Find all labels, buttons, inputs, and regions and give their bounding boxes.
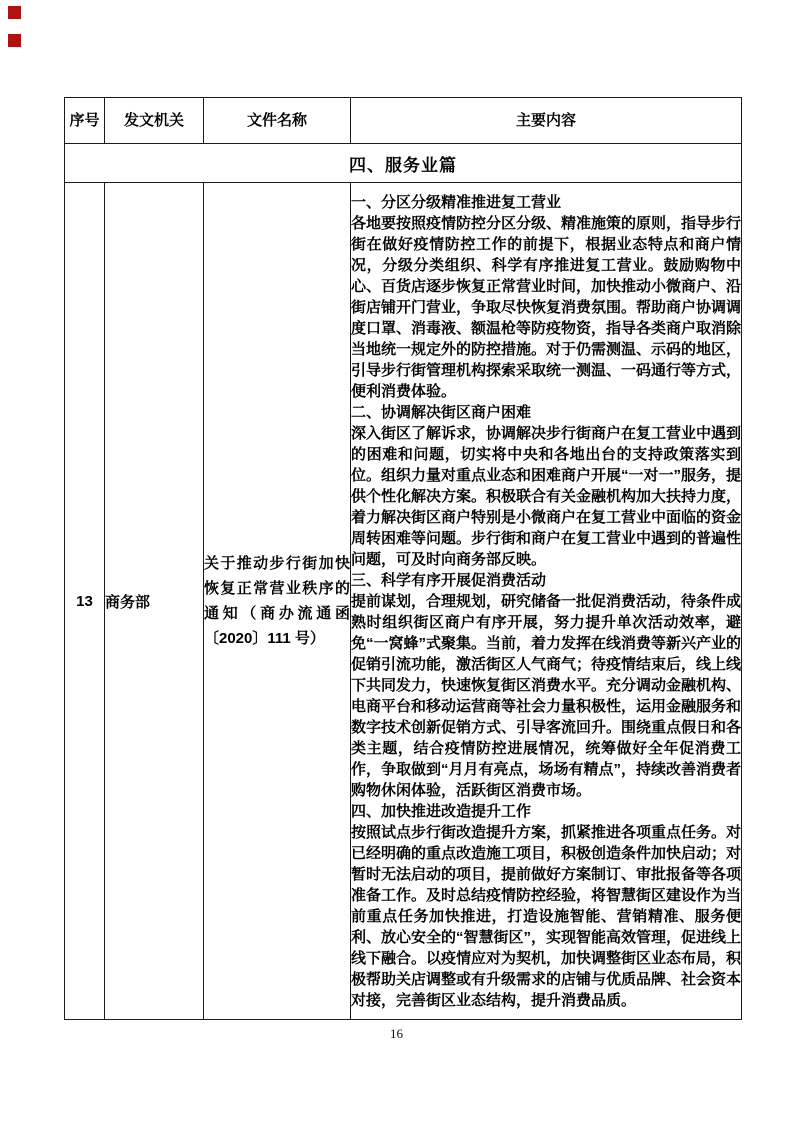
content-section-3 (351, 570, 741, 801)
content-section-4 (351, 801, 741, 1011)
section-heading: 二、协调解决街区商户困难 (351, 403, 532, 421)
header-index: 序号 (65, 98, 105, 144)
header-agency: 发文机关 (105, 98, 204, 144)
header-doc-name: 文件名称 (204, 98, 351, 144)
header-content: 主要内容 (351, 98, 742, 144)
table-row (65, 183, 742, 1020)
section-body: 提前谋划，合理规划，研究储备一批促消费活动，待条件成熟时组织街区商户有序开展，努力提升单次活动效率，避免“一窝蜂”式聚集。当前，着力发挥在线消费等新兴产业的促销引流功能，激活街区人气商气；待疫情结束后，线上线下共同发力，快速恢复街区消费水平。充分调动金融机构、电商平台和移动运营商等社会力量积极性，运用金融服务和数字技术创新促销方式、引导客流回升。围绕重点假日和各类主题，结合疫情防控进展情况，统筹做好全年促消费工作，争取做到“月月有亮点，场场有精点”，持续改善消费者购物休闲体验，活跃街区消费市场。 (351, 592, 742, 799)
section-heading: 一、分区分级精准推进复工营业 (351, 193, 562, 211)
content-section-1 (351, 192, 741, 402)
row-index: 13 (65, 183, 105, 1020)
section-body: 各地要按照疫情防控分区分级、精准施策的原则，指导步行街在做好疫情防控工作的前提下，根据业态特点和商户情况，分级分类组织、科学有序推进复工营业。鼓励购物中心、百货店逐步恢复正常营业时间，加快推动小微商户、沿街店铺开门营业，争取尽快恢复消费氛围。帮助商户协调调度口罩、消毒液、额温枪等防疫物资，指导各类商户取消除当地统一规定外的防控措施。对于仍需测温、示码的地区，引导步行街管理机构探索采取统一测温、一码通行等方式，便利消费体验。 (351, 214, 742, 400)
section-heading: 三、科学有序开展促消费活动 (351, 571, 547, 589)
table-header-row (65, 98, 742, 144)
red-stamp-mark-bottom (8, 34, 21, 47)
section-banner: 四、服务业篇 (65, 144, 742, 183)
red-stamp-mark-top (8, 6, 21, 19)
content-section-2 (351, 402, 741, 570)
row-agency: 商务部 (105, 183, 204, 1020)
section-heading: 四、加快推进改造提升工作 (351, 802, 532, 820)
section-body: 按照试点步行街改造提升方案，抓紧推进各项重点任务。对已经明确的重点改造施工项目，积极创造条件加快启动；对暂时无法启动的项目，提前做好方案制订、审批报备等各项准备工作。及时总结疫情防控经验，将智慧街区建设作为当前重点任务加快推进，打造设施智能、营销精准、服务便利、放心安全的“智慧街区”，实现智能高效管理，促进线上线下融合。以疫情应对为契机，加快调整街区业态布局，积极帮助关店调整或有升级需求的店铺与优质品牌、社会资本对接，完善街区业态结构，提升消费品质。 (351, 823, 742, 1009)
section-row (65, 144, 742, 183)
row-content (351, 183, 742, 1020)
document-table (64, 97, 742, 1020)
row-doc-title: 关于推动步行街加快恢复正常营业秩序的通知（商办流通函〔2020〕111 号） (204, 183, 351, 1020)
page-number: 16 (390, 1026, 403, 1041)
section-body: 深入街区了解诉求，协调解决步行街商户在复工营业中遇到的困难和问题，切实将中央和各地出台的支持政策落实到位。组织力量对重点业态和困难商户开展“一对一”服务，提供个性化解决方案。积极联合有关金融机构加大扶持力度，着力解决街区商户特别是小微商户在复工营业中面临的资金周转困难等问题。步行街和商户在复工营业中遇到的普遍性问题，可及时向商务部反映。 (351, 424, 742, 568)
